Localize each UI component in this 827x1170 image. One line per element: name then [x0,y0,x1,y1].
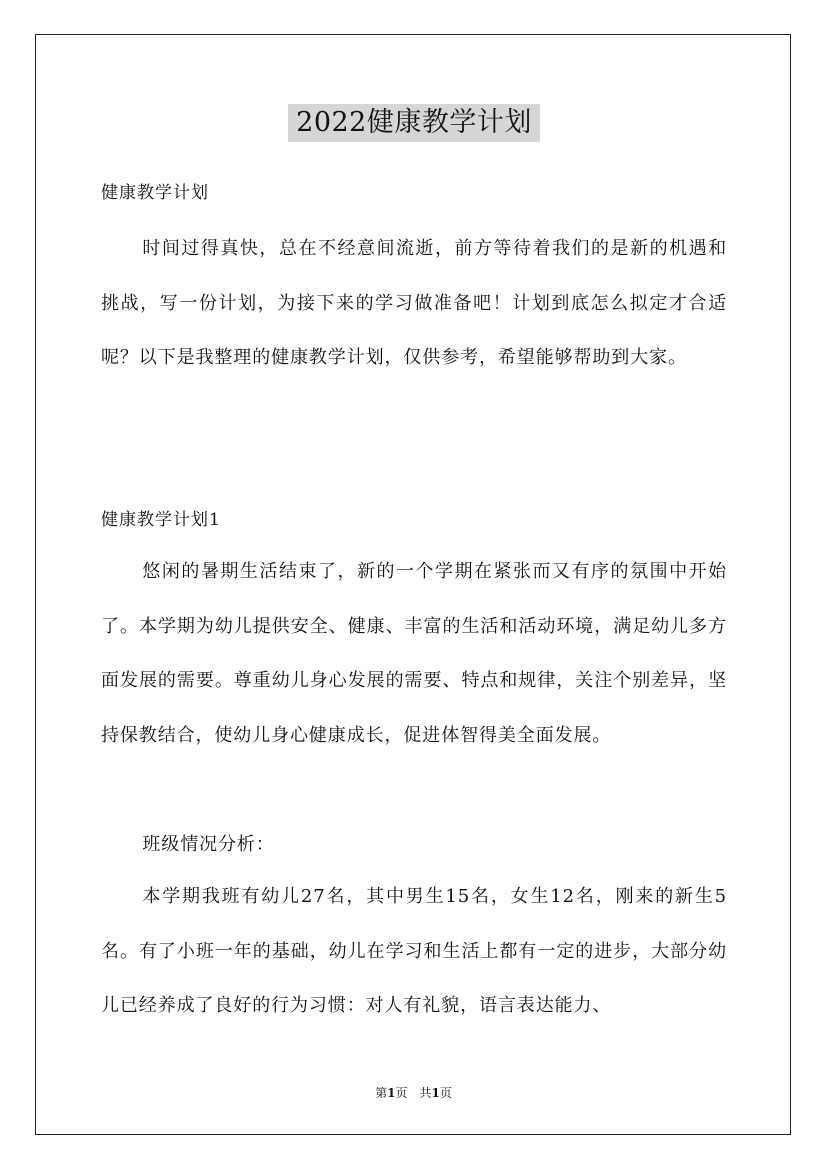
footer-page-suffix: 页 [439,1086,452,1100]
footer-page-mid: 页 共 [395,1086,432,1100]
document-subtitle: 健康教学计划 [101,183,209,203]
section1-paragraph-1: 悠闲的暑期生活结束了，新的一个学期在紧张而又有序的氛围中开始了。本学期为幼儿提供安全、健康、丰富的生活和活动环境，满足幼儿多方面发展的需要。尊重幼儿身心发展的需要、特点和规律，关注个别差异，坚持保教结合，使幼儿身心健康成长，促进体智得美全面发展。 [101,561,727,746]
footer-page-total: 1 [431,1086,440,1100]
footer-page-number: 1 [387,1086,396,1100]
intro-paragraph: 时间过得真快，总在不经意间流逝，前方等待着我们的是新的机遇和挑战，写一份计划，为接下来的学习做准备吧！计划到底怎么拟定才合适呢？以下是我整理的健康教学计划，仅供参考，希望能够帮助到大家。 [101,238,727,369]
page-footer [0,1085,827,1101]
section1-paragraph-2: 班级情况分析： [142,834,275,855]
section-heading-1: 健康教学计划1 [101,510,221,530]
footer-page-prefix: 第 [375,1086,388,1100]
section1-paragraph-3: 本学期我班有幼儿27名，其中男生15名，女生12名，刚来的新生5名。有了小班一年的基础，幼儿在学习和生活上都有一定的进步，大部分幼儿已经养成了良好的行为习惯：对人有礼貌，语言表达能力、 [101,886,727,1017]
document-title: 2022健康教学计划 [288,104,540,142]
